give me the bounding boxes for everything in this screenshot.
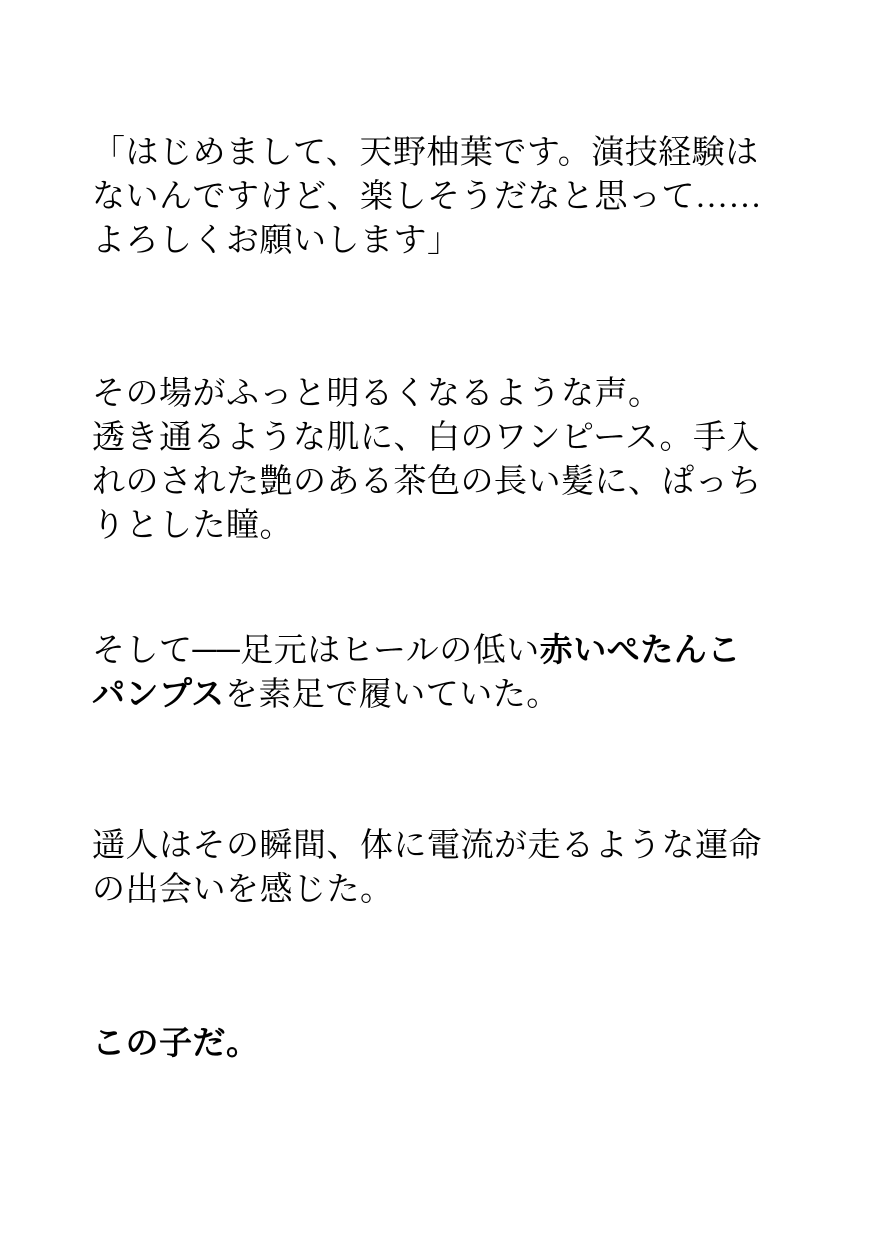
- paragraph-dialogue: [92, 131, 792, 263]
- paragraph-description: [92, 372, 792, 548]
- text-segment: そして──足元はヒールの低い: [92, 633, 540, 669]
- paragraph-conclusion: [92, 1022, 792, 1066]
- text-line: 遥人はその瞬間、体に電流が走るような運命: [92, 828, 762, 864]
- text-segment: を素足で履いていた。: [224, 677, 560, 713]
- text-line: [92, 673, 792, 717]
- paragraph-reaction: [92, 824, 792, 912]
- text-line: よろしくお願いします」: [92, 223, 461, 259]
- text-line: 透き通るような肌に、白のワンピース。手入: [92, 420, 761, 456]
- novel-text-column: [92, 131, 792, 1066]
- text-segment-bold: 赤いぺたんこ: [539, 633, 741, 669]
- text-line: の出会いを感じた。: [92, 872, 394, 908]
- text-line: その場がふっと明るくなるような声。: [92, 376, 662, 412]
- text-line-bold: この子だ。: [92, 1026, 260, 1062]
- text-segment-bold: パンプス: [92, 677, 225, 713]
- paragraph-shoes: [92, 629, 792, 717]
- text-line: [92, 629, 792, 673]
- text-line: 「はじめまして、天野柚葉です。演技経験は: [92, 135, 759, 171]
- text-line: りとした瞳。: [92, 508, 293, 544]
- text-line: ないんですけど、楽しそうだなと思って……: [92, 179, 762, 215]
- text-line: れのされた艶のある茶色の長い髪に、ぱっち: [92, 464, 762, 500]
